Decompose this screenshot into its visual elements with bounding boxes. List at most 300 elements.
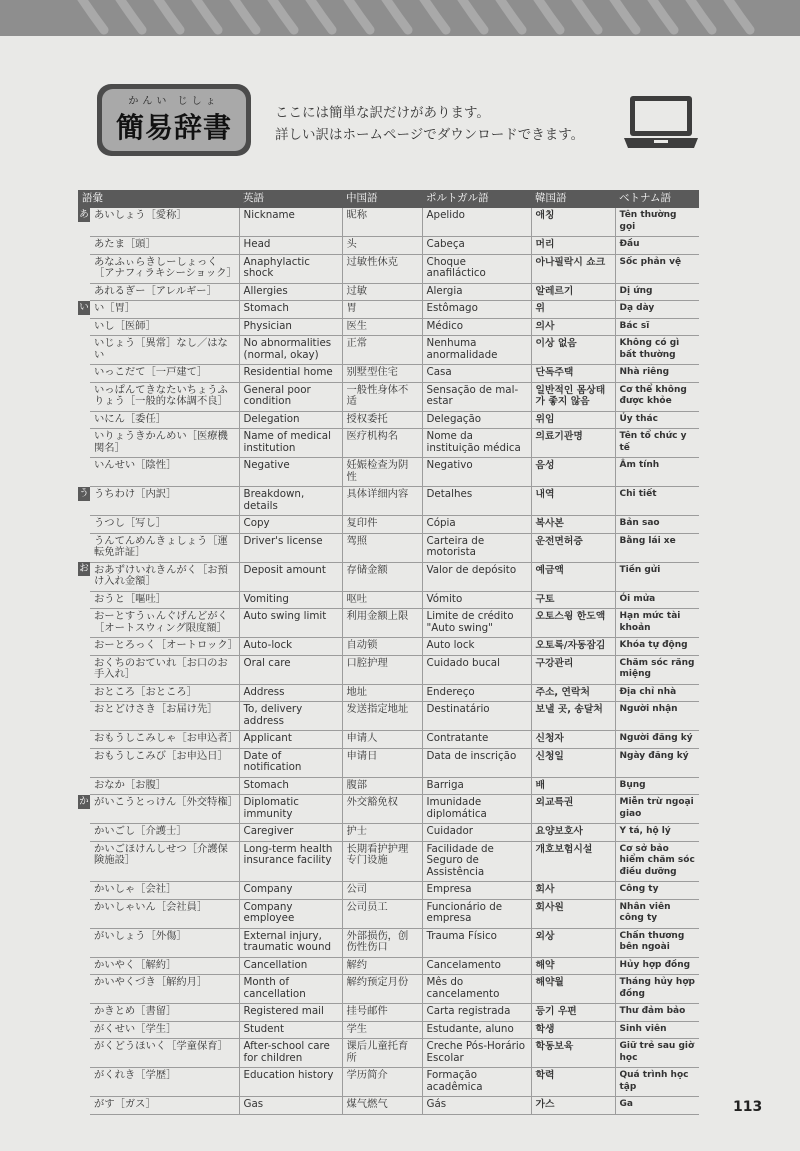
english-term: Auto swing limit — [239, 609, 342, 638]
section-marker-cell — [78, 928, 90, 957]
section-marker-cell — [78, 318, 90, 336]
korean-term: 개호보험시설 — [531, 841, 615, 882]
korean-term: 주소, 연락처 — [531, 684, 615, 702]
section-marker-cell — [78, 1039, 90, 1068]
column-header-vietnamese: ベトナム語 — [615, 190, 699, 208]
japanese-term: あれるぎー［アレルギー］ — [90, 283, 239, 301]
korean-term: 회사 — [531, 882, 615, 900]
korean-term: 요양보호사 — [531, 824, 615, 842]
portuguese-term: Carteira de motorista — [422, 533, 531, 562]
chinese-term: 驾照 — [342, 533, 422, 562]
table-row — [78, 533, 699, 562]
chinese-term: 挂号邮件 — [342, 1004, 422, 1022]
table-row — [78, 882, 699, 900]
vietnamese-term: Bụng — [615, 777, 699, 795]
top-decorative-band — [0, 0, 800, 36]
vietnamese-term: Đầu — [615, 237, 699, 255]
chinese-term: 发送指定地址 — [342, 702, 422, 731]
table-row — [78, 748, 699, 777]
section-marker-cell — [78, 487, 90, 516]
chinese-term: 地址 — [342, 684, 422, 702]
chinese-term: 复印件 — [342, 516, 422, 534]
table-row — [78, 365, 699, 383]
vietnamese-term: Cơ sở bảo hiểm chăm sóc điều dưỡng — [615, 841, 699, 882]
table-row — [78, 928, 699, 957]
section-marker-cell — [78, 777, 90, 795]
portuguese-term: Nome da instituição médica — [422, 429, 531, 458]
portuguese-term: Cuidador — [422, 824, 531, 842]
korean-term: 배 — [531, 777, 615, 795]
table-row — [78, 702, 699, 731]
chinese-term: 学历简介 — [342, 1068, 422, 1097]
japanese-term: がくどうほいく［学童保育］ — [90, 1039, 239, 1068]
portuguese-term: Auto lock — [422, 638, 531, 656]
vietnamese-term: Thư đảm bảo — [615, 1004, 699, 1022]
japanese-term: あたま［頭］ — [90, 237, 239, 255]
section-marker-cell — [78, 533, 90, 562]
section-marker: お — [79, 563, 89, 574]
japanese-term: あなふぃらきしーしょっく［アナフィラキシーショック］ — [90, 254, 239, 283]
portuguese-term: Sensação de mal-estar — [422, 382, 531, 411]
table-row — [78, 237, 699, 255]
japanese-term: かいしゃ［会社］ — [90, 882, 239, 900]
section-marker-cell — [78, 841, 90, 882]
section-marker: あ — [79, 209, 89, 220]
korean-term: 회사원 — [531, 899, 615, 928]
vietnamese-term: Tiền gửi — [615, 562, 699, 591]
english-term: Company — [239, 882, 342, 900]
english-term: After-school care for children — [239, 1039, 342, 1068]
table-row — [78, 1068, 699, 1097]
english-term: Date of notification — [239, 748, 342, 777]
table-row — [78, 1039, 699, 1068]
chinese-term: 腹部 — [342, 777, 422, 795]
japanese-term: おくちのおていれ［お口のお手入れ］ — [90, 655, 239, 684]
chinese-term: 外交豁免权 — [342, 795, 422, 824]
vietnamese-term: Bằng lái xe — [615, 533, 699, 562]
table-row — [78, 301, 699, 319]
japanese-term: おもうしこみび［お申込日］ — [90, 748, 239, 777]
korean-term: 복사본 — [531, 516, 615, 534]
portuguese-term: Negativo — [422, 458, 531, 487]
chinese-term: 呕吐 — [342, 591, 422, 609]
korean-term: 등기 우편 — [531, 1004, 615, 1022]
english-term: No abnormalities (normal, okay) — [239, 336, 342, 365]
table-row — [78, 487, 699, 516]
portuguese-term: Trauma Físico — [422, 928, 531, 957]
table-row — [78, 382, 699, 411]
table-row — [78, 684, 699, 702]
chinese-term: 课后儿童托育所 — [342, 1039, 422, 1068]
vietnamese-term: Âm tính — [615, 458, 699, 487]
japanese-term: かいしゃいん［会社員］ — [90, 899, 239, 928]
portuguese-term: Estudante, aluno — [422, 1021, 531, 1039]
column-header-portuguese: ポルトガル語 — [422, 190, 531, 208]
section-marker-cell — [78, 638, 90, 656]
section-marker-cell — [78, 458, 90, 487]
chinese-term: 申请日 — [342, 748, 422, 777]
chinese-term: 外部损伤，创伤性伤口 — [342, 928, 422, 957]
english-term: Allergies — [239, 283, 342, 301]
section-marker-cell — [78, 824, 90, 842]
english-term: Education history — [239, 1068, 342, 1097]
japanese-term: かいごし［介護士］ — [90, 824, 239, 842]
japanese-term: かいやく［解約］ — [90, 957, 239, 975]
korean-term: 학생 — [531, 1021, 615, 1039]
japanese-term: おなか［お腹］ — [90, 777, 239, 795]
english-term: Residential home — [239, 365, 342, 383]
section-marker: か — [79, 795, 89, 807]
table-row — [78, 841, 699, 882]
vietnamese-term: Hạn mức tài khoản — [615, 609, 699, 638]
english-term: Delegation — [239, 411, 342, 429]
korean-term: 해약 — [531, 957, 615, 975]
section-marker-cell — [78, 411, 90, 429]
section-marker-cell — [78, 748, 90, 777]
vietnamese-term: Sinh viên — [615, 1021, 699, 1039]
vietnamese-term: Cơ thể không được khỏe — [615, 382, 699, 411]
section-marker-cell — [78, 731, 90, 749]
portuguese-term: Choque anafiláctico — [422, 254, 531, 283]
chinese-term: 煤气燃气 — [342, 1097, 422, 1115]
japanese-term: い［胃］ — [90, 301, 239, 319]
korean-term: 구강관리 — [531, 655, 615, 684]
vietnamese-term: Tên tổ chức y tế — [615, 429, 699, 458]
dictionary-table — [78, 190, 699, 1115]
section-marker-cell — [78, 795, 90, 824]
portuguese-term: Barriga — [422, 777, 531, 795]
chinese-term: 过敏性休克 — [342, 254, 422, 283]
portuguese-term: Delegação — [422, 411, 531, 429]
portuguese-term: Imunidade diplomática — [422, 795, 531, 824]
section-marker-cell — [78, 254, 90, 283]
korean-term: 일반적인 몸상태가 좋지 않음 — [531, 382, 615, 411]
korean-term: 알레르기 — [531, 283, 615, 301]
section-marker-cell — [78, 1097, 90, 1115]
column-header-chinese: 中国語 — [342, 190, 422, 208]
japanese-term: おうと［嘔吐］ — [90, 591, 239, 609]
japanese-term: がくせい［学生］ — [90, 1021, 239, 1039]
chinese-term: 申请人 — [342, 731, 422, 749]
intro-text — [275, 102, 584, 146]
english-term: Negative — [239, 458, 342, 487]
chinese-term: 学生 — [342, 1021, 422, 1039]
table-row — [78, 655, 699, 684]
vietnamese-term: Chăm sóc răng miệng — [615, 655, 699, 684]
english-term: Nickname — [239, 208, 342, 237]
vietnamese-term: Y tá, hộ lý — [615, 824, 699, 842]
korean-term: 학동보육 — [531, 1039, 615, 1068]
korean-term: 아나필락시 쇼크 — [531, 254, 615, 283]
chinese-term: 过敏 — [342, 283, 422, 301]
portuguese-term: Cabeça — [422, 237, 531, 255]
japanese-term: いし［医師］ — [90, 318, 239, 336]
table-row — [78, 777, 699, 795]
english-term: Anaphylactic shock — [239, 254, 342, 283]
japanese-term: かいごほけんしせつ［介護保険施設］ — [90, 841, 239, 882]
section-marker-cell — [78, 591, 90, 609]
vietnamese-term: Chấn thương bên ngoài — [615, 928, 699, 957]
table-row — [78, 208, 699, 237]
english-term: Long-term health insurance facility — [239, 841, 342, 882]
column-header-english: 英語 — [239, 190, 342, 208]
section-marker-cell — [78, 562, 90, 591]
portuguese-term: Alergia — [422, 283, 531, 301]
table-row — [78, 516, 699, 534]
vietnamese-term: Quá trình học tập — [615, 1068, 699, 1097]
portuguese-term: Facilidade de Seguro de Assistência — [422, 841, 531, 882]
english-term: Stomach — [239, 301, 342, 319]
japanese-term: おーとろっく［オートロック］ — [90, 638, 239, 656]
portuguese-term: Carta registrada — [422, 1004, 531, 1022]
table-row — [78, 1004, 699, 1022]
section-marker-cell — [78, 336, 90, 365]
korean-term: 머리 — [531, 237, 615, 255]
vietnamese-term: Miễn trừ ngoại giao — [615, 795, 699, 824]
korean-term: 음성 — [531, 458, 615, 487]
portuguese-term: Cuidado bucal — [422, 655, 531, 684]
vietnamese-term: Ga — [615, 1097, 699, 1115]
chinese-term: 自动锁 — [342, 638, 422, 656]
section-marker-cell — [78, 684, 90, 702]
table-row — [78, 429, 699, 458]
section-marker-cell — [78, 1021, 90, 1039]
dictionary-body — [78, 208, 699, 1114]
japanese-term: かきとめ［書留］ — [90, 1004, 239, 1022]
portuguese-term: Médico — [422, 318, 531, 336]
korean-term: 예금액 — [531, 562, 615, 591]
japanese-term: いにん［委任］ — [90, 411, 239, 429]
vietnamese-term: Khóa tự động — [615, 638, 699, 656]
portuguese-term: Valor de depósito — [422, 562, 531, 591]
table-row — [78, 609, 699, 638]
portuguese-term: Cancelamento — [422, 957, 531, 975]
portuguese-term: Empresa — [422, 882, 531, 900]
section-marker-cell — [78, 382, 90, 411]
portuguese-term: Formação acadêmica — [422, 1068, 531, 1097]
portuguese-term: Destinatário — [422, 702, 531, 731]
chinese-term: 护士 — [342, 824, 422, 842]
korean-term: 위임 — [531, 411, 615, 429]
intro-line-2: 詳しい訳はホームページでダウンロードできます。 — [275, 127, 585, 143]
chinese-term: 公司员工 — [342, 899, 422, 928]
section-marker-cell — [78, 609, 90, 638]
japanese-term: おとどけさき［お届け先］ — [90, 702, 239, 731]
chinese-term: 正常 — [342, 336, 422, 365]
table-row — [78, 1097, 699, 1115]
portuguese-term: Mês do cancelamento — [422, 975, 531, 1004]
vietnamese-term: Ngày đăng ký — [615, 748, 699, 777]
section-marker-cell — [78, 899, 90, 928]
japanese-term: あいしょう［愛称］ — [90, 208, 239, 237]
section-marker-cell — [78, 702, 90, 731]
table-row — [78, 795, 699, 824]
portuguese-term: Limite de crédito "Auto swing" — [422, 609, 531, 638]
intro-line-1: ここには簡単な訳だけがあります。 — [275, 105, 490, 121]
section-marker: う — [79, 487, 89, 499]
dictionary-title-badge — [97, 84, 251, 156]
japanese-term: うんてんめんきょしょう［運転免許証］ — [90, 533, 239, 562]
table-row — [78, 336, 699, 365]
portuguese-term: Nenhuma anormalidade — [422, 336, 531, 365]
chinese-term: 利用金额上限 — [342, 609, 422, 638]
vietnamese-term: Người nhận — [615, 702, 699, 731]
japanese-term: おもうしこみしゃ［お申込者］ — [90, 731, 239, 749]
section-marker-cell — [78, 882, 90, 900]
english-term: Address — [239, 684, 342, 702]
english-term: Stomach — [239, 777, 342, 795]
english-term: Caregiver — [239, 824, 342, 842]
japanese-term: いっぱんてきなたいちょうふりょう［一般的な体調不良］ — [90, 382, 239, 411]
chinese-term: 具体详细内容 — [342, 487, 422, 516]
portuguese-term: Vómito — [422, 591, 531, 609]
chinese-term: 医疗机构名 — [342, 429, 422, 458]
table-row — [78, 591, 699, 609]
table-row — [78, 458, 699, 487]
japanese-term: うつし［写し］ — [90, 516, 239, 534]
vietnamese-term: Công ty — [615, 882, 699, 900]
section-marker-cell — [78, 1004, 90, 1022]
japanese-term: うちわけ［内訳］ — [90, 487, 239, 516]
column-header-korean: 韓国語 — [531, 190, 615, 208]
korean-term: 이상 없음 — [531, 336, 615, 365]
section-marker-cell — [78, 655, 90, 684]
table-row — [78, 975, 699, 1004]
vietnamese-term: Bản sao — [615, 516, 699, 534]
english-term: Student — [239, 1021, 342, 1039]
portuguese-term: Contratante — [422, 731, 531, 749]
japanese-term: がいこうとっけん［外交特権］ — [90, 795, 239, 824]
table-row — [78, 731, 699, 749]
section-marker-cell — [78, 429, 90, 458]
japanese-term: いりょうきかんめい［医療機関名］ — [90, 429, 239, 458]
table-header-row — [78, 190, 699, 208]
section-marker-cell — [78, 237, 90, 255]
vietnamese-term: Hủy hợp đồng — [615, 957, 699, 975]
vietnamese-term: Người đăng ký — [615, 731, 699, 749]
japanese-term: おーとすうぃんぐげんどがく［オートスウィング限度額］ — [90, 609, 239, 638]
english-term: Month of cancellation — [239, 975, 342, 1004]
laptop-icon — [622, 94, 700, 152]
chinese-term: 授权委托 — [342, 411, 422, 429]
vietnamese-term: Địa chỉ nhà — [615, 684, 699, 702]
vietnamese-term: Tên thường gọi — [615, 208, 699, 237]
vietnamese-term: Nhân viên công ty — [615, 899, 699, 928]
korean-term: 의사 — [531, 318, 615, 336]
vietnamese-term: Bác sĩ — [615, 318, 699, 336]
chinese-term: 长期看护护理专门设施 — [342, 841, 422, 882]
korean-term: 애칭 — [531, 208, 615, 237]
english-term: Cancellation — [239, 957, 342, 975]
japanese-term: いじょう［異常］なし／はない — [90, 336, 239, 365]
table-row — [78, 254, 699, 283]
english-term: Head — [239, 237, 342, 255]
korean-term: 운전면허증 — [531, 533, 615, 562]
chinese-term: 头 — [342, 237, 422, 255]
japanese-term: おあずけいれきんがく［お預け入れ金額］ — [90, 562, 239, 591]
english-term: Diplomatic immunity — [239, 795, 342, 824]
portuguese-term: Cópia — [422, 516, 531, 534]
korean-term: 위 — [531, 301, 615, 319]
chinese-term: 一般性身体不适 — [342, 382, 422, 411]
table-row — [78, 562, 699, 591]
japanese-term: がくれき［学歴］ — [90, 1068, 239, 1097]
chinese-term: 口腔护理 — [342, 655, 422, 684]
portuguese-term: Funcionário de empresa — [422, 899, 531, 928]
korean-term: 구토 — [531, 591, 615, 609]
vietnamese-term: Nhà riêng — [615, 365, 699, 383]
table-row — [78, 824, 699, 842]
table-row — [78, 1021, 699, 1039]
korean-term: 해약월 — [531, 975, 615, 1004]
english-term: Applicant — [239, 731, 342, 749]
japanese-term: がす［ガス］ — [90, 1097, 239, 1115]
section-marker-cell — [78, 516, 90, 534]
page-title: 簡易辞書 — [115, 111, 232, 144]
portuguese-term: Estômago — [422, 301, 531, 319]
page-number: 113 — [733, 1099, 763, 1115]
portuguese-term: Apelido — [422, 208, 531, 237]
section-marker-cell — [78, 1068, 90, 1097]
english-term: Physician — [239, 318, 342, 336]
section-marker: い — [79, 301, 89, 313]
korean-term: 의료기관명 — [531, 429, 615, 458]
chinese-term: 解约预定月份 — [342, 975, 422, 1004]
section-marker-cell — [78, 365, 90, 383]
english-term: Driver's license — [239, 533, 342, 562]
portuguese-term: Endereço — [422, 684, 531, 702]
korean-term: 학력 — [531, 1068, 615, 1097]
chinese-term: 公司 — [342, 882, 422, 900]
korean-term: 외교특권 — [531, 795, 615, 824]
english-term: To, delivery address — [239, 702, 342, 731]
table-row — [78, 638, 699, 656]
korean-term: 오토록/자동잠김 — [531, 638, 615, 656]
section-marker-cell — [78, 957, 90, 975]
vietnamese-term: Ủy thác — [615, 411, 699, 429]
korean-term: 가스 — [531, 1097, 615, 1115]
english-term: General poor condition — [239, 382, 342, 411]
english-term: Oral care — [239, 655, 342, 684]
chinese-term: 胃 — [342, 301, 422, 319]
english-term: Name of medical institution — [239, 429, 342, 458]
chinese-term: 解约 — [342, 957, 422, 975]
vietnamese-term: Dạ dày — [615, 301, 699, 319]
portuguese-term: Casa — [422, 365, 531, 383]
chinese-term: 别墅型住宅 — [342, 365, 422, 383]
korean-term: 외상 — [531, 928, 615, 957]
portuguese-term: Detalhes — [422, 487, 531, 516]
vietnamese-term: Tháng hủy hợp đồng — [615, 975, 699, 1004]
section-marker-cell — [78, 283, 90, 301]
chinese-term: 昵称 — [342, 208, 422, 237]
english-term: Deposit amount — [239, 562, 342, 591]
title-ruby: かんい じしょ — [128, 96, 220, 107]
korean-term: 내역 — [531, 487, 615, 516]
korean-term: 보낼 곳, 송달처 — [531, 702, 615, 731]
english-term: Vomiting — [239, 591, 342, 609]
section-marker-cell — [78, 208, 90, 237]
chinese-term: 医生 — [342, 318, 422, 336]
japanese-term: いっこだて［一戸建て］ — [90, 365, 239, 383]
vietnamese-term: Dị ứng — [615, 283, 699, 301]
vietnamese-term: Không có gì bất thường — [615, 336, 699, 365]
section-marker-cell — [78, 975, 90, 1004]
english-term: Copy — [239, 516, 342, 534]
table-row — [78, 283, 699, 301]
portuguese-term: Gás — [422, 1097, 531, 1115]
vietnamese-term: Sốc phản vệ — [615, 254, 699, 283]
